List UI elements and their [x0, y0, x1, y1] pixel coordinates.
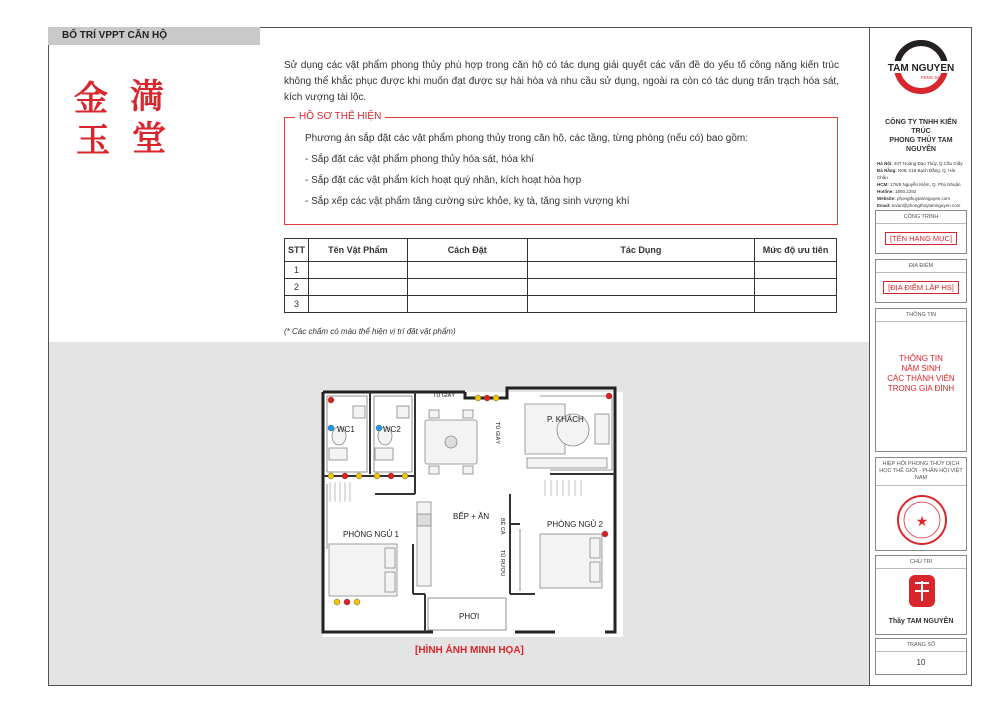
placement-dot	[602, 531, 608, 537]
company-name-line: PHONG THỦY TAM NGUYÊN	[889, 137, 953, 153]
association-label: HIỆP HỘI PHONG THỦY DỊCH HỌC THẾ GIỚI - PHÂN HỘI VIỆT NAM	[876, 458, 966, 486]
profile-lead: Phương án sắp đặt các vật phẩm phong thủy trong căn hộ, các tầng, từng phòng (nếu có) bao gồm:	[305, 133, 749, 144]
page-number-label: TRANG SỐ	[876, 639, 966, 652]
table-cell	[755, 262, 837, 279]
label-tu-giay-top: TỦ GIÀY	[433, 393, 456, 399]
info-line: CÁC THÀNH VIÊN	[887, 374, 955, 383]
page-title: BỐ TRÍ VPPT CĂN HỘ	[62, 30, 168, 41]
association-seal	[876, 486, 968, 556]
table-row	[285, 279, 837, 296]
location-value: [ĐỊA ĐIỂM LẬP HS]	[883, 281, 959, 294]
project-value-wrap	[876, 232, 966, 245]
placement-dot	[356, 473, 362, 479]
seal-char-2: 満	[130, 77, 164, 117]
table-cell	[407, 262, 527, 279]
logo-subtext: FENG SHUI	[920, 75, 946, 80]
placement-dot	[402, 473, 408, 479]
profile-content	[305, 128, 748, 212]
contact-label: Hotline:	[877, 189, 894, 194]
label-be-ca: BỂ CÁ	[499, 518, 505, 535]
table-cell	[755, 296, 837, 313]
table-row	[285, 296, 837, 313]
kitchen-counter	[417, 502, 431, 586]
profile-title: HỒ SƠ THỂ HIỆN	[295, 111, 385, 122]
floor-plan-area	[49, 342, 869, 685]
plan-caption: [HÌNH ẢNH MINH HỌA]	[415, 645, 524, 656]
info-line: THÔNG TIN	[899, 354, 943, 363]
association-box	[875, 457, 967, 551]
col-header: Mức độ ưu tiên	[755, 239, 837, 262]
contact-list	[875, 160, 967, 216]
table-cell: 2	[285, 279, 309, 296]
placement-dot	[388, 473, 394, 479]
col-header: Tác Dụng	[527, 239, 755, 262]
contact-value: 1800.2292	[895, 189, 917, 194]
table-cell	[527, 262, 755, 279]
placement-dot	[475, 395, 481, 401]
svg-text:★: ★	[915, 514, 929, 530]
table-cell	[527, 279, 755, 296]
col-header: Cách Đặt	[407, 239, 527, 262]
table-cell: 3	[285, 296, 309, 313]
seal-char-3: 玉	[76, 121, 110, 161]
placement-dot	[328, 425, 334, 431]
info-lines	[876, 354, 966, 394]
bed-1	[329, 544, 397, 596]
info-label: THÔNG TIN	[876, 309, 966, 322]
placement-dot	[328, 473, 334, 479]
contact-label: Website:	[877, 196, 896, 201]
room-label-bedroom-2: PHÒNG NGỦ 2	[547, 520, 604, 529]
placement-dot	[493, 395, 499, 401]
project-box	[875, 210, 967, 254]
contact-label: HCM:	[877, 182, 889, 187]
room-label-bedroom-1: PHÒNG NGỦ 1	[343, 530, 400, 539]
location-box	[875, 259, 967, 303]
contact-line	[877, 160, 967, 167]
title-block	[870, 27, 972, 686]
floor-plan	[315, 384, 635, 656]
logo-text: TAM NGUYEN	[887, 63, 955, 74]
contact-value: tuvan@phongthuytamnguyen.com	[891, 203, 961, 208]
table-cell	[755, 279, 837, 296]
room-label-drying: PHƠI	[459, 612, 480, 621]
profile-bullet: - Sắp đặt các vật phẩm kích hoạt quý nhân, kích hoạt hòa hợp	[305, 175, 582, 186]
supervisor-label: CHỦ TRÌ	[876, 556, 966, 569]
table-cell: 1	[285, 262, 309, 279]
company-logo	[875, 33, 967, 113]
col-header: Tên Vật Phẩm	[308, 239, 407, 262]
placement-dot	[606, 393, 612, 399]
table-cell	[308, 296, 407, 313]
seal-char-4: 堂	[132, 119, 166, 159]
company-box	[875, 33, 967, 217]
placement-dot	[376, 425, 382, 431]
info-box	[875, 308, 967, 452]
contact-value: phongthuytamnguyen.com	[896, 196, 950, 201]
table-note: (* Các chấm có màu thể hiện vị trí đặt vật phẩm)	[284, 327, 456, 336]
supervisor-stamp	[876, 569, 968, 613]
location-value-wrap	[876, 281, 966, 294]
placement-dot	[484, 395, 490, 401]
contact-label: Đà Nẵng:	[877, 168, 897, 173]
profile-box	[284, 111, 838, 225]
room-label-living: P. KHÁCH	[547, 415, 584, 424]
contact-label: Email:	[877, 203, 891, 208]
seal-logo	[70, 70, 195, 161]
supervisor-name: Thầy TAM NGUYÊN	[888, 618, 954, 625]
placement-dot	[344, 599, 350, 605]
profile-bullet: - Sắp đặt các vật phẩm phong thủy hóa sát, hóa khí	[305, 154, 535, 165]
supervisor-box	[875, 555, 967, 635]
placement-dot	[354, 599, 360, 605]
contact-value: 176/5 Nguyễn Kiệm, Q. Phú Nhuận	[890, 182, 961, 187]
placement-dot	[374, 473, 380, 479]
intro-paragraph: Sử dụng các vật phẩm phong thủy phù hợp trong căn hộ có tác dụng giải quyết các vấn đề do yếu tố công năng kiến trúc không thể khắc phục được khi muốn đạt được sự hài hòa và nhu cầu sử dụng, ngoài ra còn có tác dụng trấn trạch hóa sát, kích vượng tài lộc.	[284, 60, 839, 103]
table-cell	[308, 262, 407, 279]
table-cell	[407, 279, 527, 296]
placement-dot	[334, 599, 340, 605]
project-label: CÔNG TRÌNH	[876, 211, 966, 224]
table-cell	[407, 296, 527, 313]
profile-bullet: - Sắp xếp các vật phẩm tăng cường sức khỏe, kỵ tà, tăng sinh vượng khí	[305, 196, 630, 207]
contact-line	[877, 181, 967, 188]
bed-2	[540, 534, 602, 588]
location-label: ĐỊA ĐIỂM	[876, 260, 966, 273]
label-tu-giay-side: TỦ GIÀY	[494, 422, 500, 445]
room-label-wc2: WC2	[383, 425, 401, 434]
company-name-line: CÔNG TY TNHH KIẾN TRÚC	[885, 119, 957, 135]
info-line: TRONG GIA ĐÌNH	[887, 384, 955, 393]
contact-value: N08, 218 Bạch Đằng, Q. Hải Châu	[877, 168, 956, 180]
items-table	[284, 238, 837, 313]
contact-value: 34T Hoàng Đạo Thúy, Q.Cầu Giấy	[894, 161, 963, 166]
label-tu-ruou: TỦ RƯỢU	[499, 550, 505, 577]
dining-table	[425, 410, 477, 474]
table-cell	[527, 296, 755, 313]
contact-line	[877, 195, 967, 202]
col-header: STT	[285, 239, 309, 262]
table-cell	[308, 279, 407, 296]
table-row	[285, 262, 837, 279]
room-label-kitchen: BẾP + ĂN	[453, 512, 490, 521]
contact-label: Hà Nội:	[877, 161, 893, 166]
seal-char-1: 金	[74, 79, 108, 119]
placement-dot	[342, 473, 348, 479]
placement-dot	[328, 397, 334, 403]
contact-line	[877, 188, 967, 195]
project-value: [TÊN HẠNG MỤC]	[885, 232, 957, 245]
room-label-wc1: WC1	[337, 425, 355, 434]
page-number-box	[875, 638, 967, 675]
table-header-row	[285, 239, 837, 262]
company-name	[875, 118, 967, 154]
contact-line	[877, 167, 967, 181]
contact-line	[877, 202, 967, 209]
info-line: NĂM SINH	[901, 364, 941, 373]
page-number: 10	[916, 658, 926, 667]
header-bar	[48, 27, 260, 45]
